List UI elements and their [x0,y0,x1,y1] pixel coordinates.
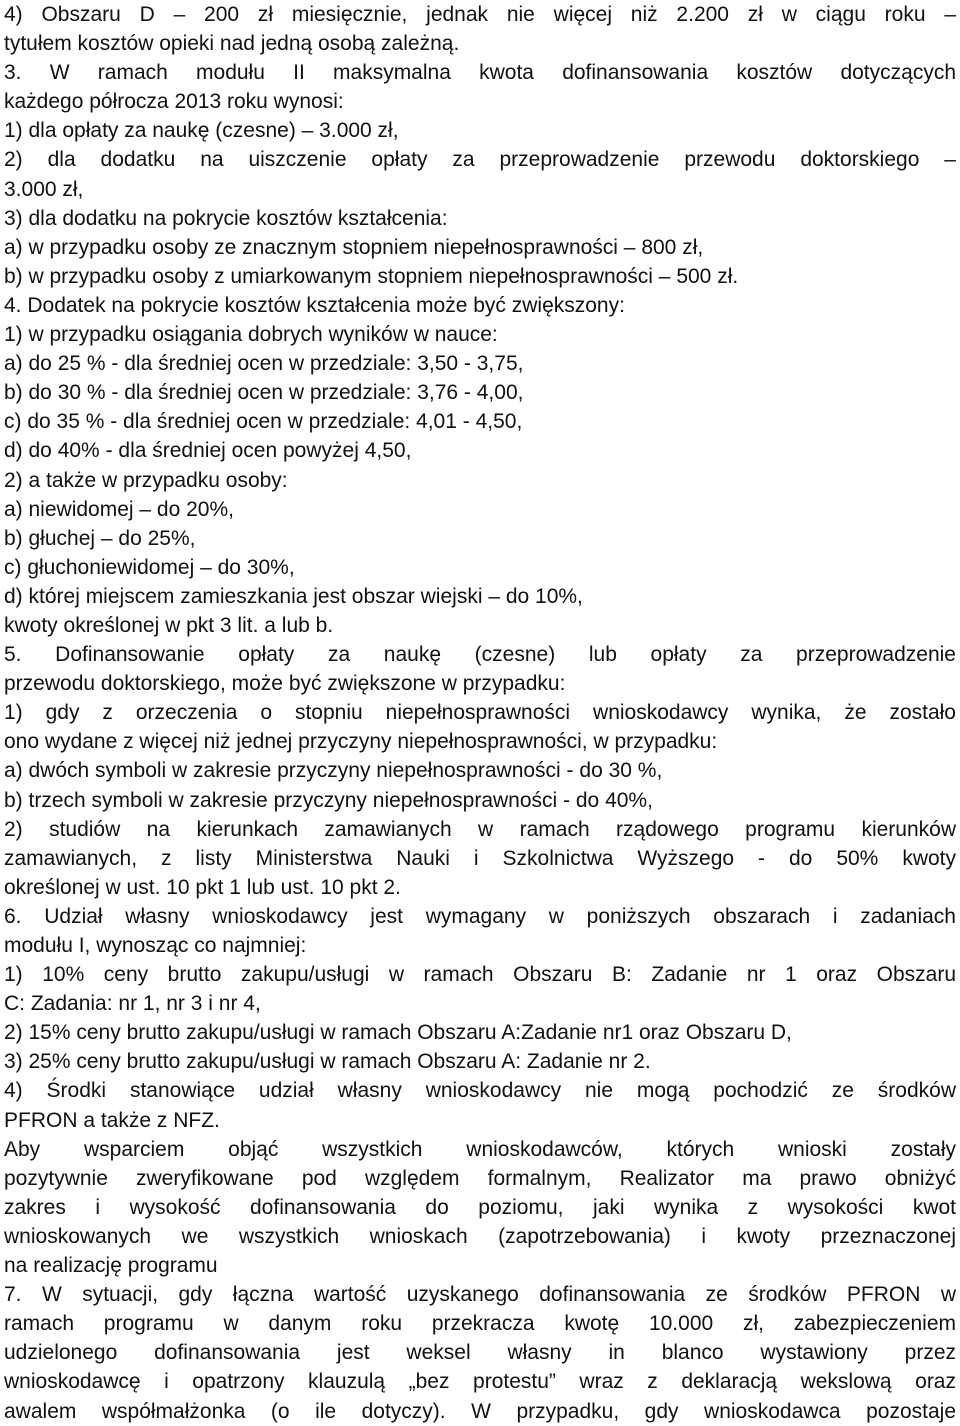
text-line: wnioskodawcę i opatrzony klauzulą „bez protestu” wraz z deklaracją wekslową oraz [4,1370,956,1394]
text-line: każdego półrocza 2013 roku wynosi: [4,90,344,114]
text-line: tytułem kosztów opieki nad jedną osobą zależną. [4,32,460,56]
text-line: ono wydane z więcej niż jednej przyczyny niepełnosprawności, w przypadku: [4,730,718,754]
text-line: 4) Środki stanowiące udział własny wnioskodawcy nie mogą pochodzić ze środków [4,1079,956,1103]
text-line: b) do 30 % - dla średniej ocen w przedziale: 3,76 - 4,00, [4,381,524,405]
text-line: Aby wsparciem objąć wszystkich wnioskodawców, których wnioski zostały [4,1137,956,1161]
text-line: 3) dla dodatku na pokrycie kosztów kształcenia: [4,206,448,230]
text-line: a) dwóch symboli w zakresie przyczyny niepełnosprawności - do 30 %, [4,759,663,783]
text-line: b) trzech symboli w zakresie przyczyny niepełnosprawności - do 40%, [4,788,653,812]
text-line: c) do 35 % - dla średniej ocen w przedziale: 4,01 - 4,50, [4,410,523,434]
text-line: d) której miejscem zamieszkania jest obszar wiejski – do 10%, [4,584,583,608]
text-line: 1) 10% ceny brutto zakupu/usługi w ramach Obszaru B: Zadanie nr 1 oraz Obszaru [4,963,956,987]
text-line: 3.000 zł, [4,177,84,201]
text-line: a) do 25 % - dla średniej ocen w przedziale: 3,50 - 3,75, [4,352,524,376]
text-line: 1) w przypadku osiągania dobrych wyników w nauce: [4,323,498,347]
document-body [4,0,956,1426]
text-line: 1) dla opłaty za naukę (czesne) – 3.000 zł, [4,119,399,143]
text-line: 5. Dofinansowanie opłaty za naukę (czesne) lub opłaty za przeprowadzenie [4,643,956,667]
text-line: d) do 40% - dla średniej ocen powyżej 4,50, [4,439,412,463]
text-line: zakres i wysokość dofinansowania do poziomu, jaki wynika z wysokości kwot [4,1195,956,1219]
text-line: 6. Udział własny wnioskodawcy jest wymagany w poniższych obszarach i zadaniach [4,904,956,928]
text-line: awalem współmałżonka (o ile dotyczy). W przypadku, gdy wnioskodawca pozostaje [4,1399,956,1423]
text-line: a) w przypadku osoby ze znacznym stopniem niepełnosprawności – 800 zł, [4,235,704,259]
text-line: 2) a także w przypadku osoby: [4,468,288,492]
text-line: modułu I, wynosząc co najmniej: [4,934,307,957]
text-line: PFRON a także z NFZ. [4,1108,220,1132]
text-line: pozytywnie zweryfikowane pod względem formalnym, Realizator ma prawo obniżyć [4,1166,956,1190]
text-line: przewodu doktorskiego, może być zwiększone w przypadku: [4,672,566,696]
text-line: ramach programu w danym roku przekracza kwotę 10.000 zł, zabezpieczeniem [4,1312,956,1336]
text-line: b) w przypadku osoby z umiarkowanym stopniem niepełnosprawności – 500 zł. [4,264,739,288]
text-line: kwoty określonej w pkt 3 lit. a lub b. [4,613,334,637]
text-line: udzielonego dofinansowania jest weksel własny in blanco wystawiony przez [4,1341,956,1365]
text-line: 7. W sytuacji, gdy łączna wartość uzyskanego dofinansowania ze środków PFRON w [4,1283,956,1307]
text-line: 4. Dodatek na pokrycie kosztów kształcenia może być zwiększony: [4,293,625,317]
text-line: C: Zadania: nr 1, nr 3 i nr 4, [4,992,261,1016]
text-line: 2) dla dodatku na uiszczenie opłaty za przeprowadzenie przewodu doktorskiego – [4,148,956,172]
text-line: a) niewidomej – do 20%, [4,497,234,521]
text-line: b) głuchej – do 25%, [4,526,196,550]
text-line: zamawianych, z listy Ministerstwa Nauki i Szkolnictwa Wyższego - do 50% kwoty [4,846,956,870]
text-line: 3. W ramach modułu II maksymalna kwota dofinansowania kosztów dotyczących [4,61,956,85]
text-line: 2) studiów na kierunkach zamawianych w ramach rządowego programu kierunków [4,817,956,841]
text-line: 4) Obszaru D – 200 zł miesięcznie, jednak nie więcej niż 2.200 zł w ciągu roku – [4,3,956,26]
text-line: na realizację programu [4,1254,218,1278]
text-line: 2) 15% ceny brutto zakupu/usługi w ramach Obszaru A:Zadanie nr1 oraz Obszaru D, [4,1021,792,1045]
text-line: 1) gdy z orzeczenia o stopniu niepełnosprawności wnioskodawcy wynika, że zostało [4,701,956,725]
text-line: określonej w ust. 10 pkt 1 lub ust. 10 pkt 2. [4,875,401,899]
text-line: c) głuchoniewidomej – do 30%, [4,555,295,579]
text-line: 3) 25% ceny brutto zakupu/usługi w ramach Obszaru A: Zadanie nr 2. [4,1050,651,1074]
text-line: wnioskowanych we wszystkich wnioskach (zapotrzebowania) i kwoty przeznaczonej [4,1224,956,1248]
